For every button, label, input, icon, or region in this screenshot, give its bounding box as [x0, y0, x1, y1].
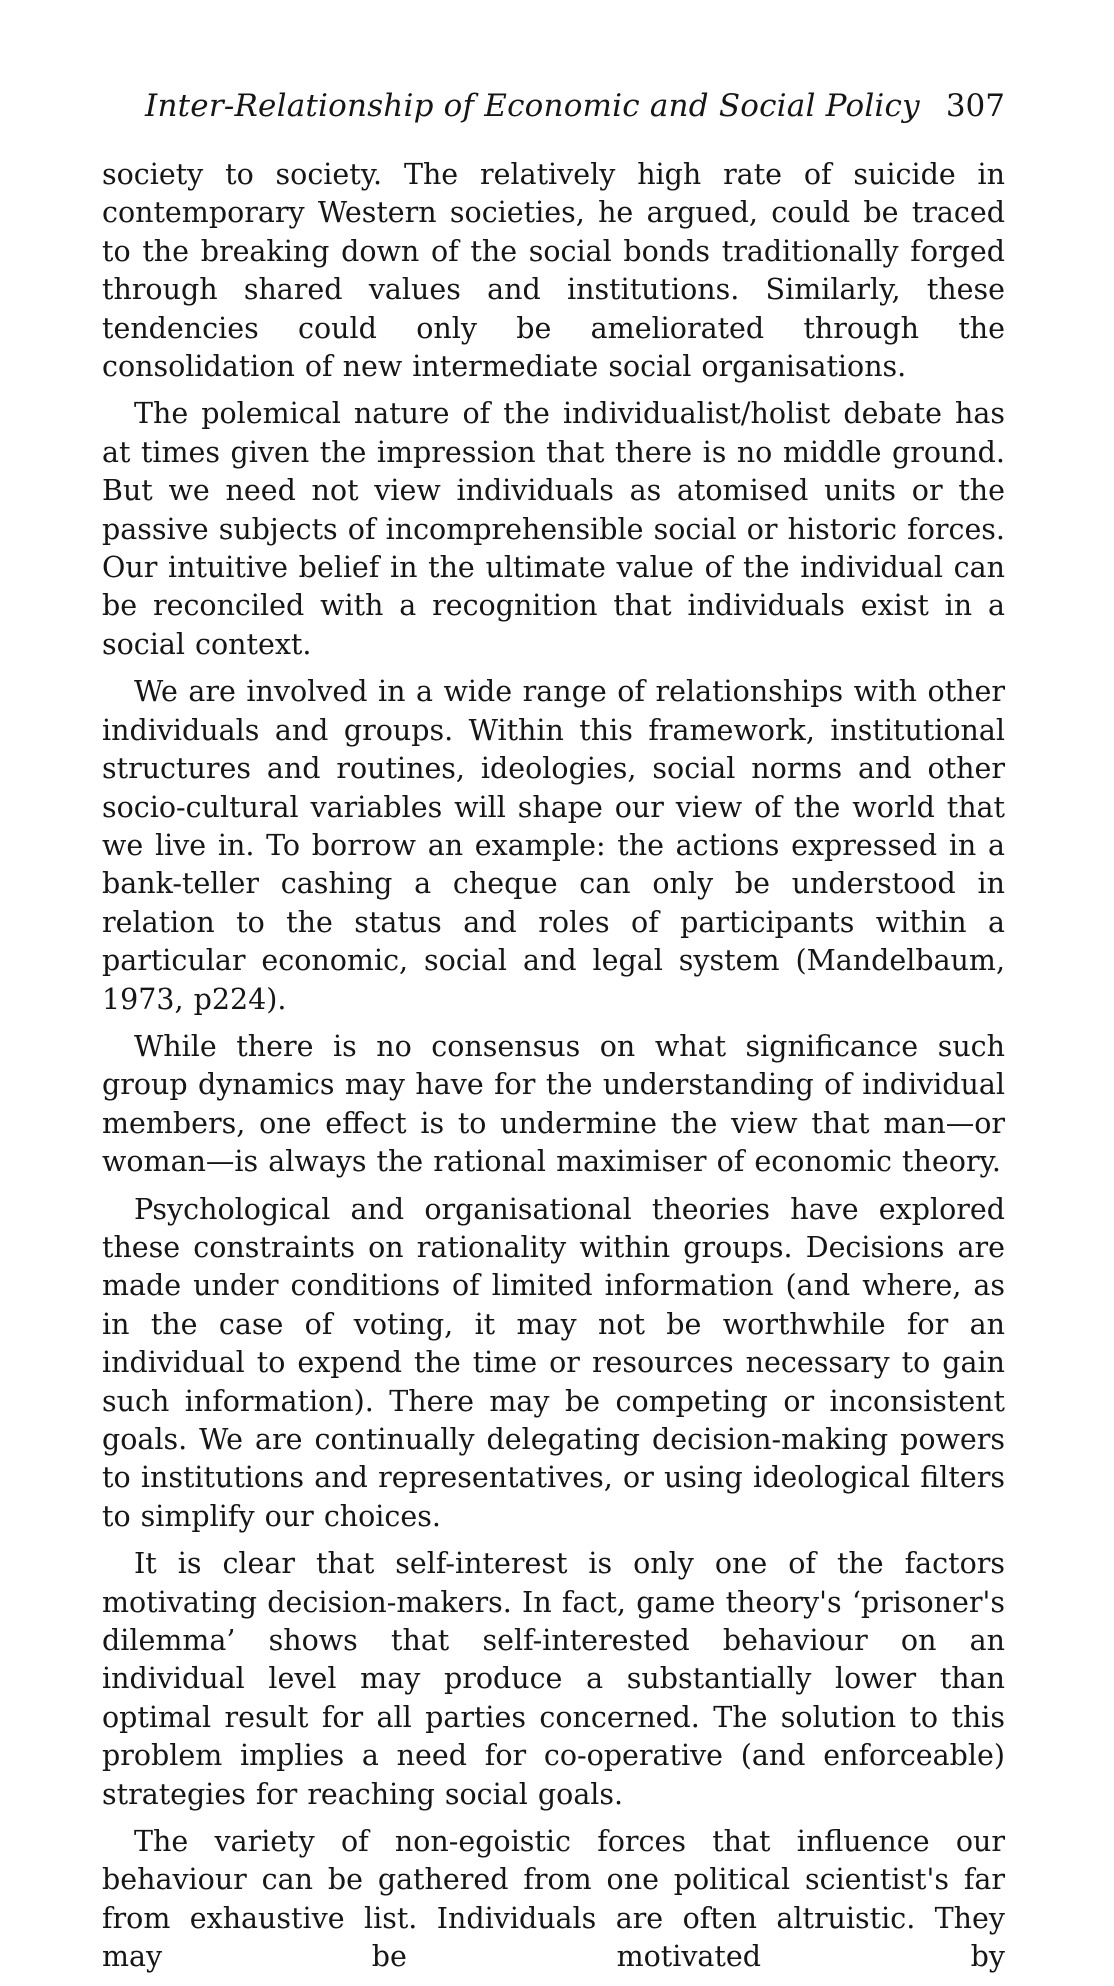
paragraph-group-dynamics: While there is no consensus on what significance such group dynamics may have for the understanding of individual members, one effect is to undermine the view that man—or woman—is always the rational maximiser of economic theory. [102, 1029, 1005, 1179]
paragraph-individualist-holist-debate: The polemical nature of the individualist/holist debate has at times given the impression that there is no middle ground. But we need not view individuals as atomised units or the passive subjects of incomprehensible social or historic forces. Our intuitive belief in the ultimate value of the individual can be reconciled with a recognition that individuals exist in a social context. [102, 397, 1005, 661]
body-text [102, 156, 1005, 1986]
paragraph-relationships: We are involved in a wide range of relationships with other individuals and groups. Within this framework, institutional structures and routines, ideologies, social norms and other socio-cultural variables will shape our view of the world that we live in. To borrow an example: the actions expressed in a bank-teller cashing a cheque can only be understood in relation to the status and roles of participants within a particular economic, social and legal system (Mandelbaum, 1973, p224). [102, 675, 1005, 1016]
paragraph-non-egoistic-forces: The variety of non-egoistic forces that influence our behaviour can be gathered from one political scientist's far from exhaustive list. Individuals are often altruistic. They may be motivated by [102, 1825, 1005, 1974]
paragraph-rationality-constraints: Psychological and organisational theories have explored these constraints on rationality within groups. Decisions are made under conditions of limited information (and where, as in the case of voting, it may not be worthwhile for an individual to expend the time or resources necessary to gain such information). There may be competing or inconsistent goals. We are continually delegating decision-making powers to institutions and representatives, or using ideological filters to simplify our choices. [102, 1192, 1005, 1533]
paragraph-self-interest: It is clear that self-interest is only one of the factors motivating decision-makers. In fact, game theory's ‘prisoner's dilemma’ shows that self-interested behaviour on an individual level may produce a substantially lower than optimal result for all parties concerned. The solution to this problem implies a need for co-operative (and enforceable) strategies for reaching social goals. [102, 1547, 1005, 1811]
paragraph-continued: society to society. The relatively high rate of suicide in contemporary Western societies, he argued, could be traced to the breaking down of the social bonds traditionally forged through shared values and institutions. Similarly, these tendencies could only be ameliorated through the consolidation of new intermediate social organisations. [102, 158, 1005, 384]
page-number: 307 [945, 88, 1005, 124]
running-head [100, 88, 1005, 134]
running-title: Inter-Relationship of Economic and Social Policy [145, 88, 920, 124]
